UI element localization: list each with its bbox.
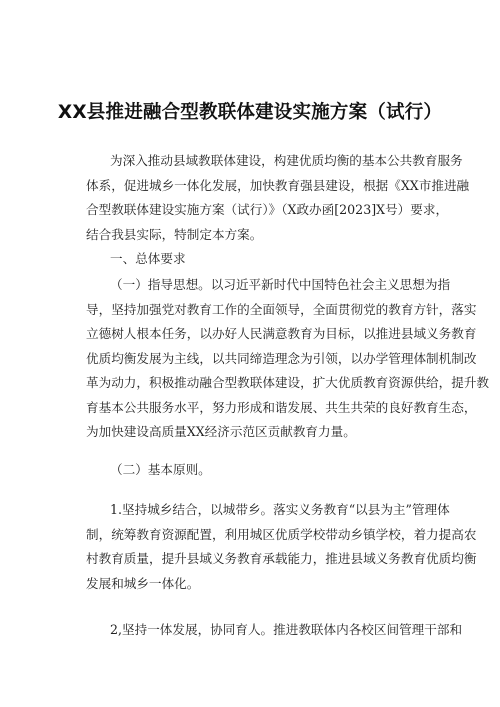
text-line: 立德树人根本任务，以办好人民满意教育为目标，以推进县域义务教育 <box>86 326 477 341</box>
text-line: 为深入推动县域教联体建设，构建优质均衡的基本公共教育服务 <box>110 153 463 168</box>
section-heading-text: 一、总体要求 <box>110 251 186 266</box>
text-line: 1.坚持城乡结合，以城带乡。落实义务教育“以县为主”管理体 <box>110 502 450 517</box>
text-line: 导，坚持加强党对教育工作的全面领导，全面贯彻党的教育方针，落实 <box>86 301 477 317</box>
document-title: XX县推进融合型教联体建设实施方案（试行） <box>57 102 443 123</box>
principle-1-paragraph <box>86 498 477 596</box>
text-line: 村教育质量，提升县域义务教育承载能力，推进县域义务教育优质均衡 <box>86 551 477 566</box>
text-line: 优质均衡发展为主线，以共同缔造理念为引领，以办学管理体制机制改 <box>86 350 477 366</box>
text-line: 为加快建设高质量XX经济示范区贡献教育力量。 <box>86 424 356 439</box>
text-line: 制，统筹教育资源配置，利用城区优质学校带动乡镇学校，着力提高农 <box>86 526 477 542</box>
text-line: 合型教联体建设实施方案（试行）》（X政办函[2023]X号）要求， <box>86 202 449 217</box>
text-line: 体系，促进城乡一体化发展，加快教育强县建设，根据《XX市推进融 <box>86 177 470 193</box>
principle-2-paragraph <box>86 618 463 643</box>
intro-paragraph <box>86 149 470 247</box>
text-line: 结合我县实际，特制定本方案。 <box>86 226 263 242</box>
text-line: 发展和城乡一体化。 <box>86 575 200 591</box>
text-line: （一）指导思想。以习近平新时代中国特色社会主义思想为指 <box>110 277 451 292</box>
text-line: 2,坚持一体发展，协同育人。推进教联体内各校区间管理干部和 <box>110 622 463 637</box>
text-line: 育基本公共服务水平，努力形成和谐发展、共生共荣的良好教育生态， <box>86 399 477 415</box>
text-line: 革为动力，积极推动融合型教联体建设，扩大优质教育资源供给，提升教 <box>86 375 489 390</box>
principles-heading-text: （二）基本原则。 <box>110 462 211 477</box>
section-heading <box>86 247 422 272</box>
guiding-ideology-paragraph <box>86 273 489 445</box>
principles-heading <box>86 458 422 483</box>
